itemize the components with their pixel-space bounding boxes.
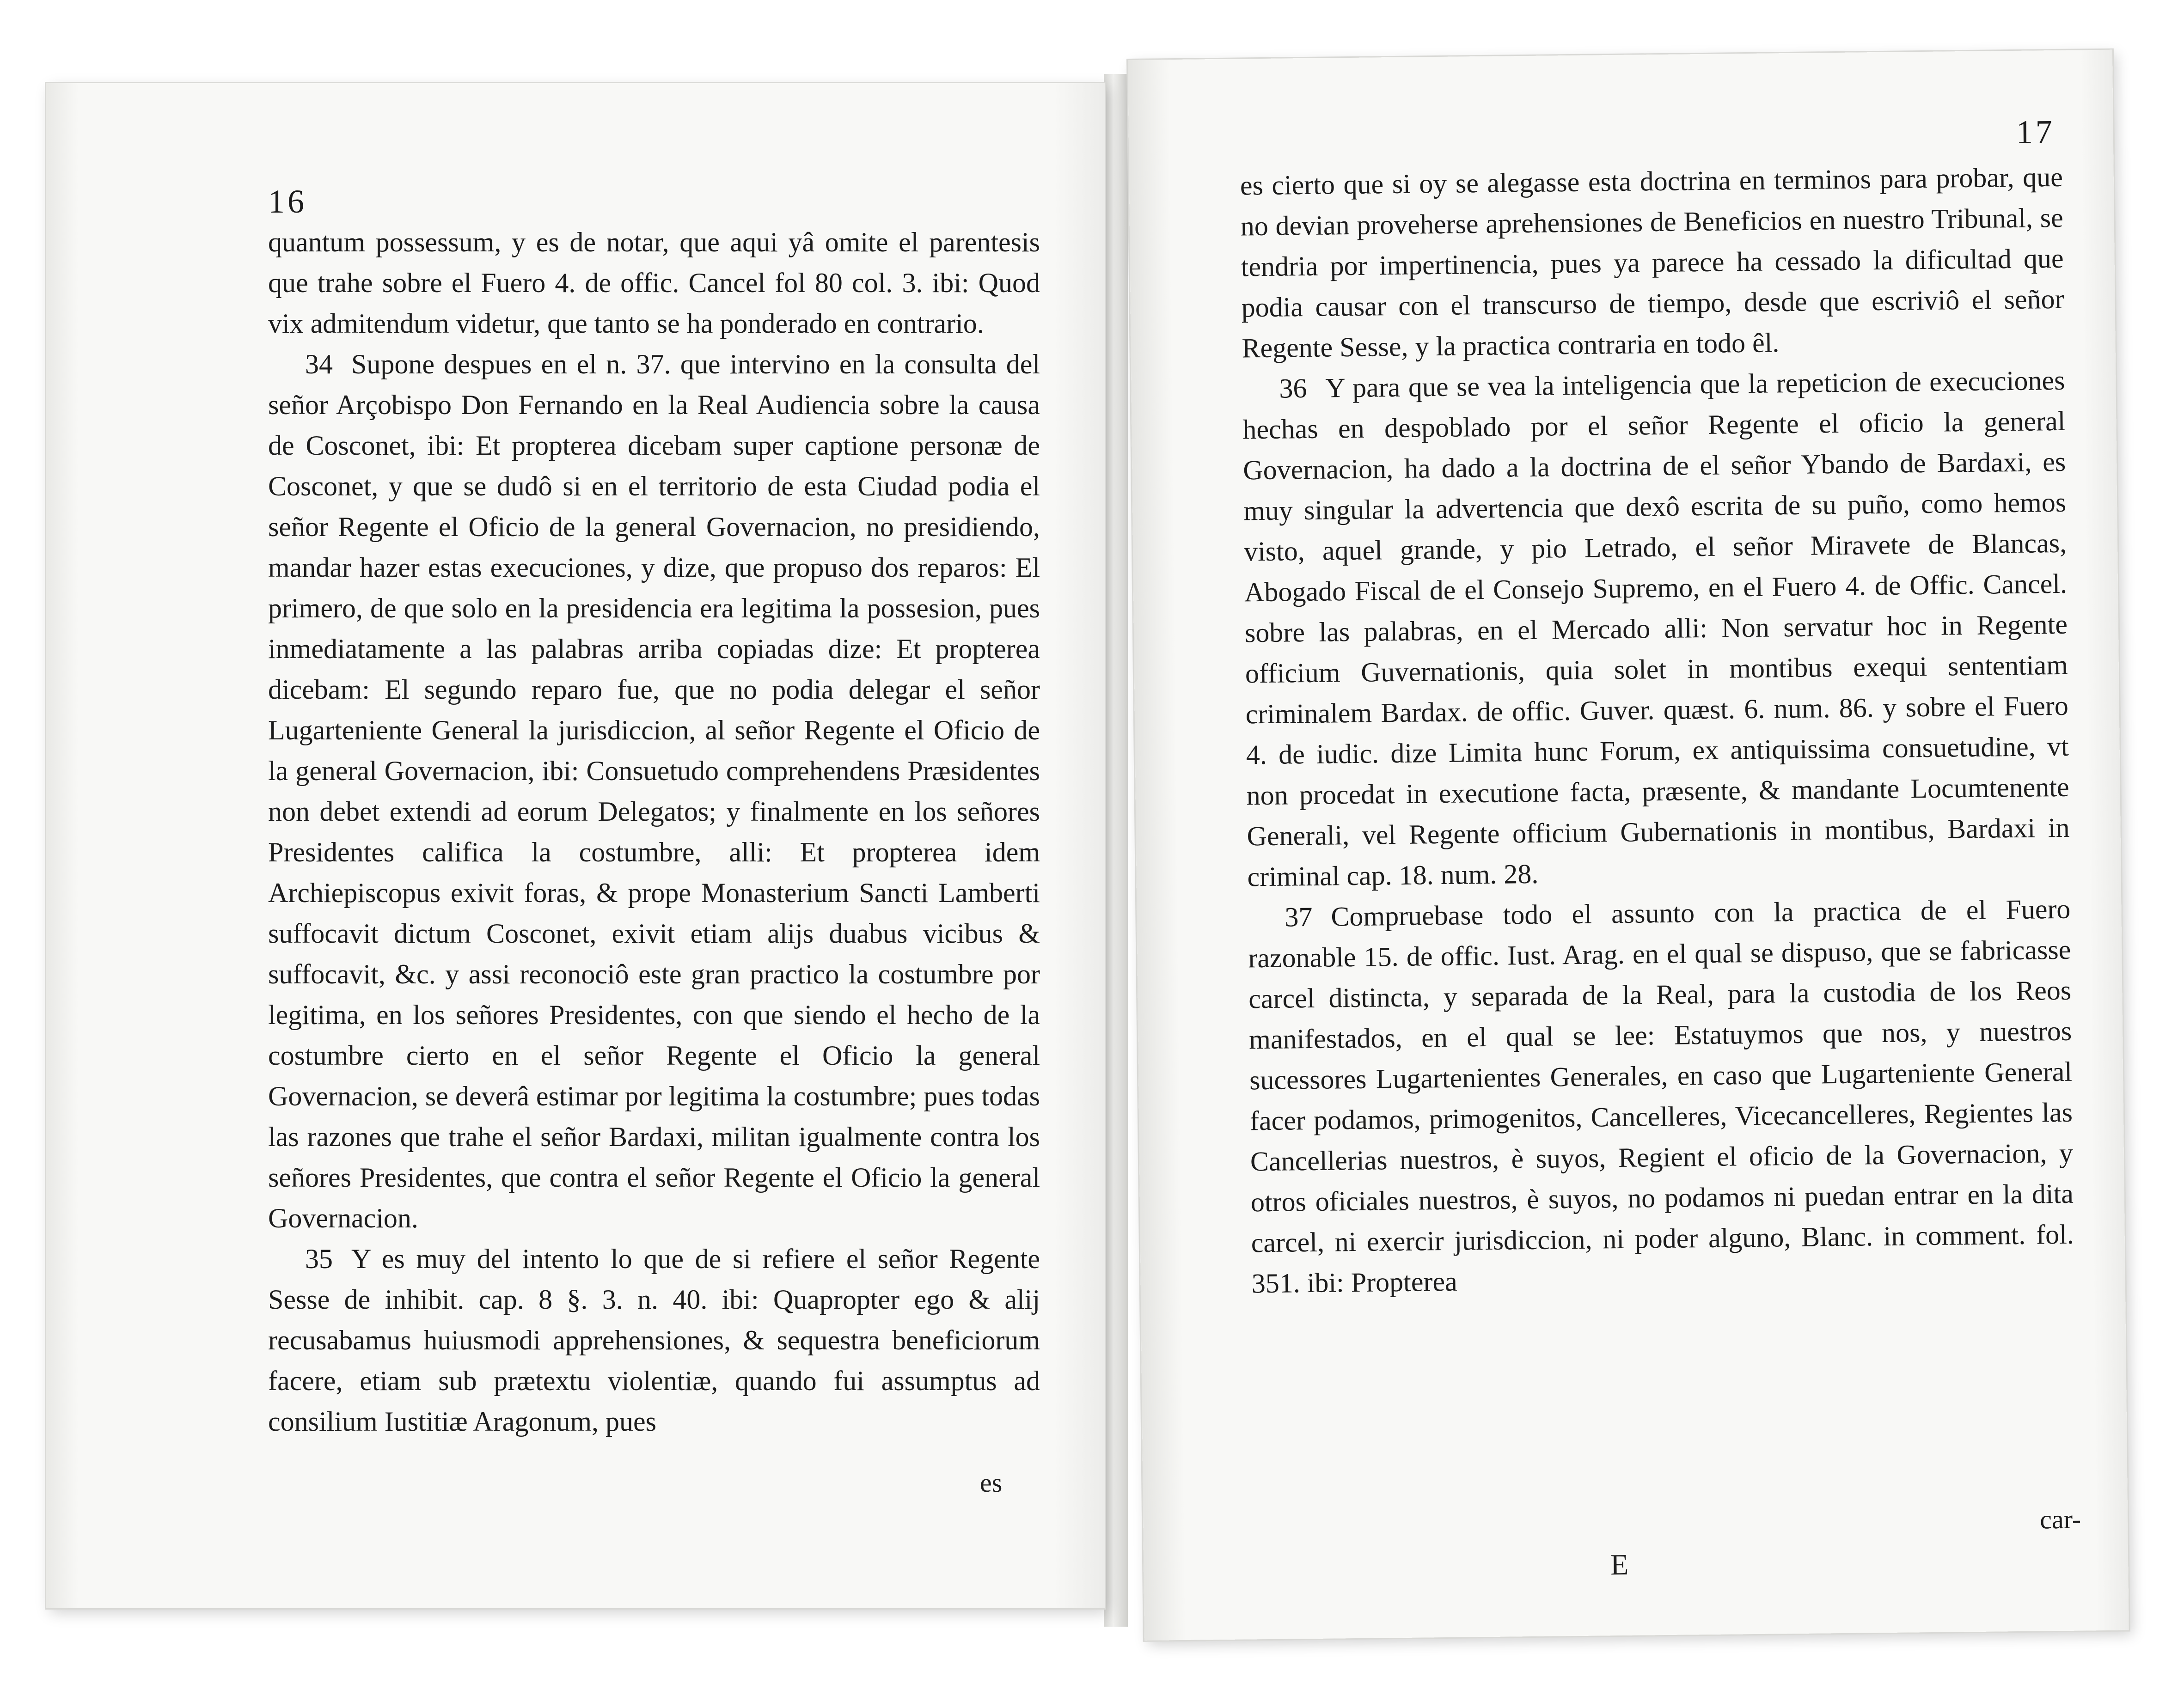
paragraph-text: Y es muy del intento lo que de si refiere el señor Regente Sesse de inhibit. cap. 8 §. 3. n. 40. ibi: Quapropter ego & alij recusabamus huiusmodi apprehensiones, & sequestra beneficiorum facere, etiam sub prætextu violentiæ, quando fui assumptus ad consilium Iustitiæ Aragonum, pues: [268, 1244, 1040, 1437]
paragraph-text: Supone despues en el n. 37. que intervino en la consulta del señor Arçobispo Don Fernando en la Real Audiencia sobre la causa de Cosconet, ibi: Et propterea dicebam super captione personæ de Cosconet, y que se dudô si en el territorio de esta Ciudad podia el señor Regente el Oficio de la general Governacion, no presidiendo, mandar hazer estas execuciones, y dize, que propuso dos reparos: El primero, de que solo en la presidencia era legitima la possesion, pues inmediatamente a las palabras arriba copiadas dize: Et propterea dicebam: El segundo reparo fue, que no podia delegar el señor Lugarteniente General la jurisdiccion, al señor Regente el Oficio de la general Governacion, ibi: Consuetudo comprehendens Præsidentes non debet extendi ad eorum Delegatos; y finalmente en los señores Presidentes califica la costumbre, alli: Et propterea idem Archiepiscopus exivit foras, & prope Monasterium Sancti Lamberti suffocavit dictum Cosconet, exivit etiam alijs duabus vicibus & suffocavit, &c. y assi reconociô este gran practico la costumbre por legitima, en los señores Presidentes, con que siendo el hecho de la costumbre cierto en el señor Regente el Oficio la general Governacion, se deverâ estimar por legitima la costumbre; pues todas las razones que trahe el señor Bardaxi, militan igualmente contra los señores Presidentes, que contra el señor Regente el Oficio la general Governacion.: [268, 349, 1040, 1233]
paragraph-continuation: [268, 222, 1040, 344]
right-page: [1128, 50, 2129, 1641]
paragraph-number: 37: [1285, 901, 1313, 933]
paragraph-37: [1248, 889, 2074, 1304]
book-gutter: [1104, 74, 1128, 1627]
paragraph-34: [268, 344, 1040, 1238]
paragraph-text: Compruebase todo el assunto con la practica de el Fuero razonable 15. de offic. Iust. Arag. en el qual se dispuso, que se fabricasse carcel distincta, y separada de la Real, para la custodia de los Reos manifestados, en el qual se lee: Estatuymos que nos, y nuestros sucessores Lugartenientes Generales, en caso que Lugarteniente General facer podamos, primogenitos, Cancelleres, Vicecancelleres, Regientes las Cancellerias nuestros, è suyos, Regient el oficio de la Governacion, y otros oficiales nuestros, è suyos, no podamos ni puedan entrar en la dita carcel, ni exercir jurisdiccion, ni poder alguno, Blanc. in comment. fol. 351. ibi: Propterea: [1248, 893, 2074, 1299]
paragraph-number: 36: [1279, 372, 1307, 404]
left-page: [46, 83, 1105, 1608]
paragraph-text: quantum possessum, y es de notar, que aqui yâ omite el parentesis que trahe sobre el Fuero 4. de offic. Cancel fol 80 col. 3. ibi: Quod vix admitendum videtur, que tanto se ha ponderado en contrario.: [268, 227, 1040, 339]
left-page-text: [268, 222, 1040, 1442]
paragraph-text: es cierto que si oy se alegasse esta doctrina en terminos para probar, que no devian proveherse aprehensiones de Beneficios en nuestro Tribunal, se tendria por impertinencia, pues ya parece ha cessado la dificultad que podia causar con el transcurso de tiempo, desde que escriviô el señor Regente Sesse, y la practica contraria en todo êl.: [1240, 161, 2064, 364]
catchword-left: es: [980, 1468, 1003, 1498]
right-page-text: [1240, 157, 2074, 1304]
paragraph-35: [268, 1238, 1040, 1442]
paragraph-36: [1242, 360, 2070, 897]
paragraph-number: 34: [305, 349, 333, 379]
page-number-right: 17: [2016, 113, 2056, 151]
paragraph-continuation: [1240, 157, 2065, 369]
paragraph-text: Y para que se vea la inteligencia que la repeticion de execuciones hechas en despoblado por el señor Regente el oficio la general Governacion, ha dado a la doctrina de el señor Ybando de Bardaxi, es muy singular la advertencia que dexô escrita de su puño, como hemos visto, aquel grande, y pio Letrado, el señor Miravete de Blancas, Abogado Fiscal de el Consejo Supremo, en el Fuero 4. de Offic. Cancel. sobre las palabras, en el Mercado alli: Non servatur hoc in Regente officium Guvernationis, quia solet in montibus exequi sententiam criminalem Bardax. de offic. Guver. quæst. 6. num. 86. y sobre el Fuero 4. de iudic. dize Limita hunc Forum, ex antiquissima consuetudine, vt non procedat in executione facta, præsente, & mandante Locumtenente Generali, vel Regente officium Gubernationis in montibus, Bardaxi in criminal cap. 18. num. 28.: [1242, 365, 2070, 892]
signature-mark: E: [1610, 1548, 1629, 1581]
paragraph-number: 35: [305, 1244, 333, 1274]
page-number-left: 16: [268, 183, 307, 220]
catchword-right: car-: [2039, 1504, 2081, 1535]
